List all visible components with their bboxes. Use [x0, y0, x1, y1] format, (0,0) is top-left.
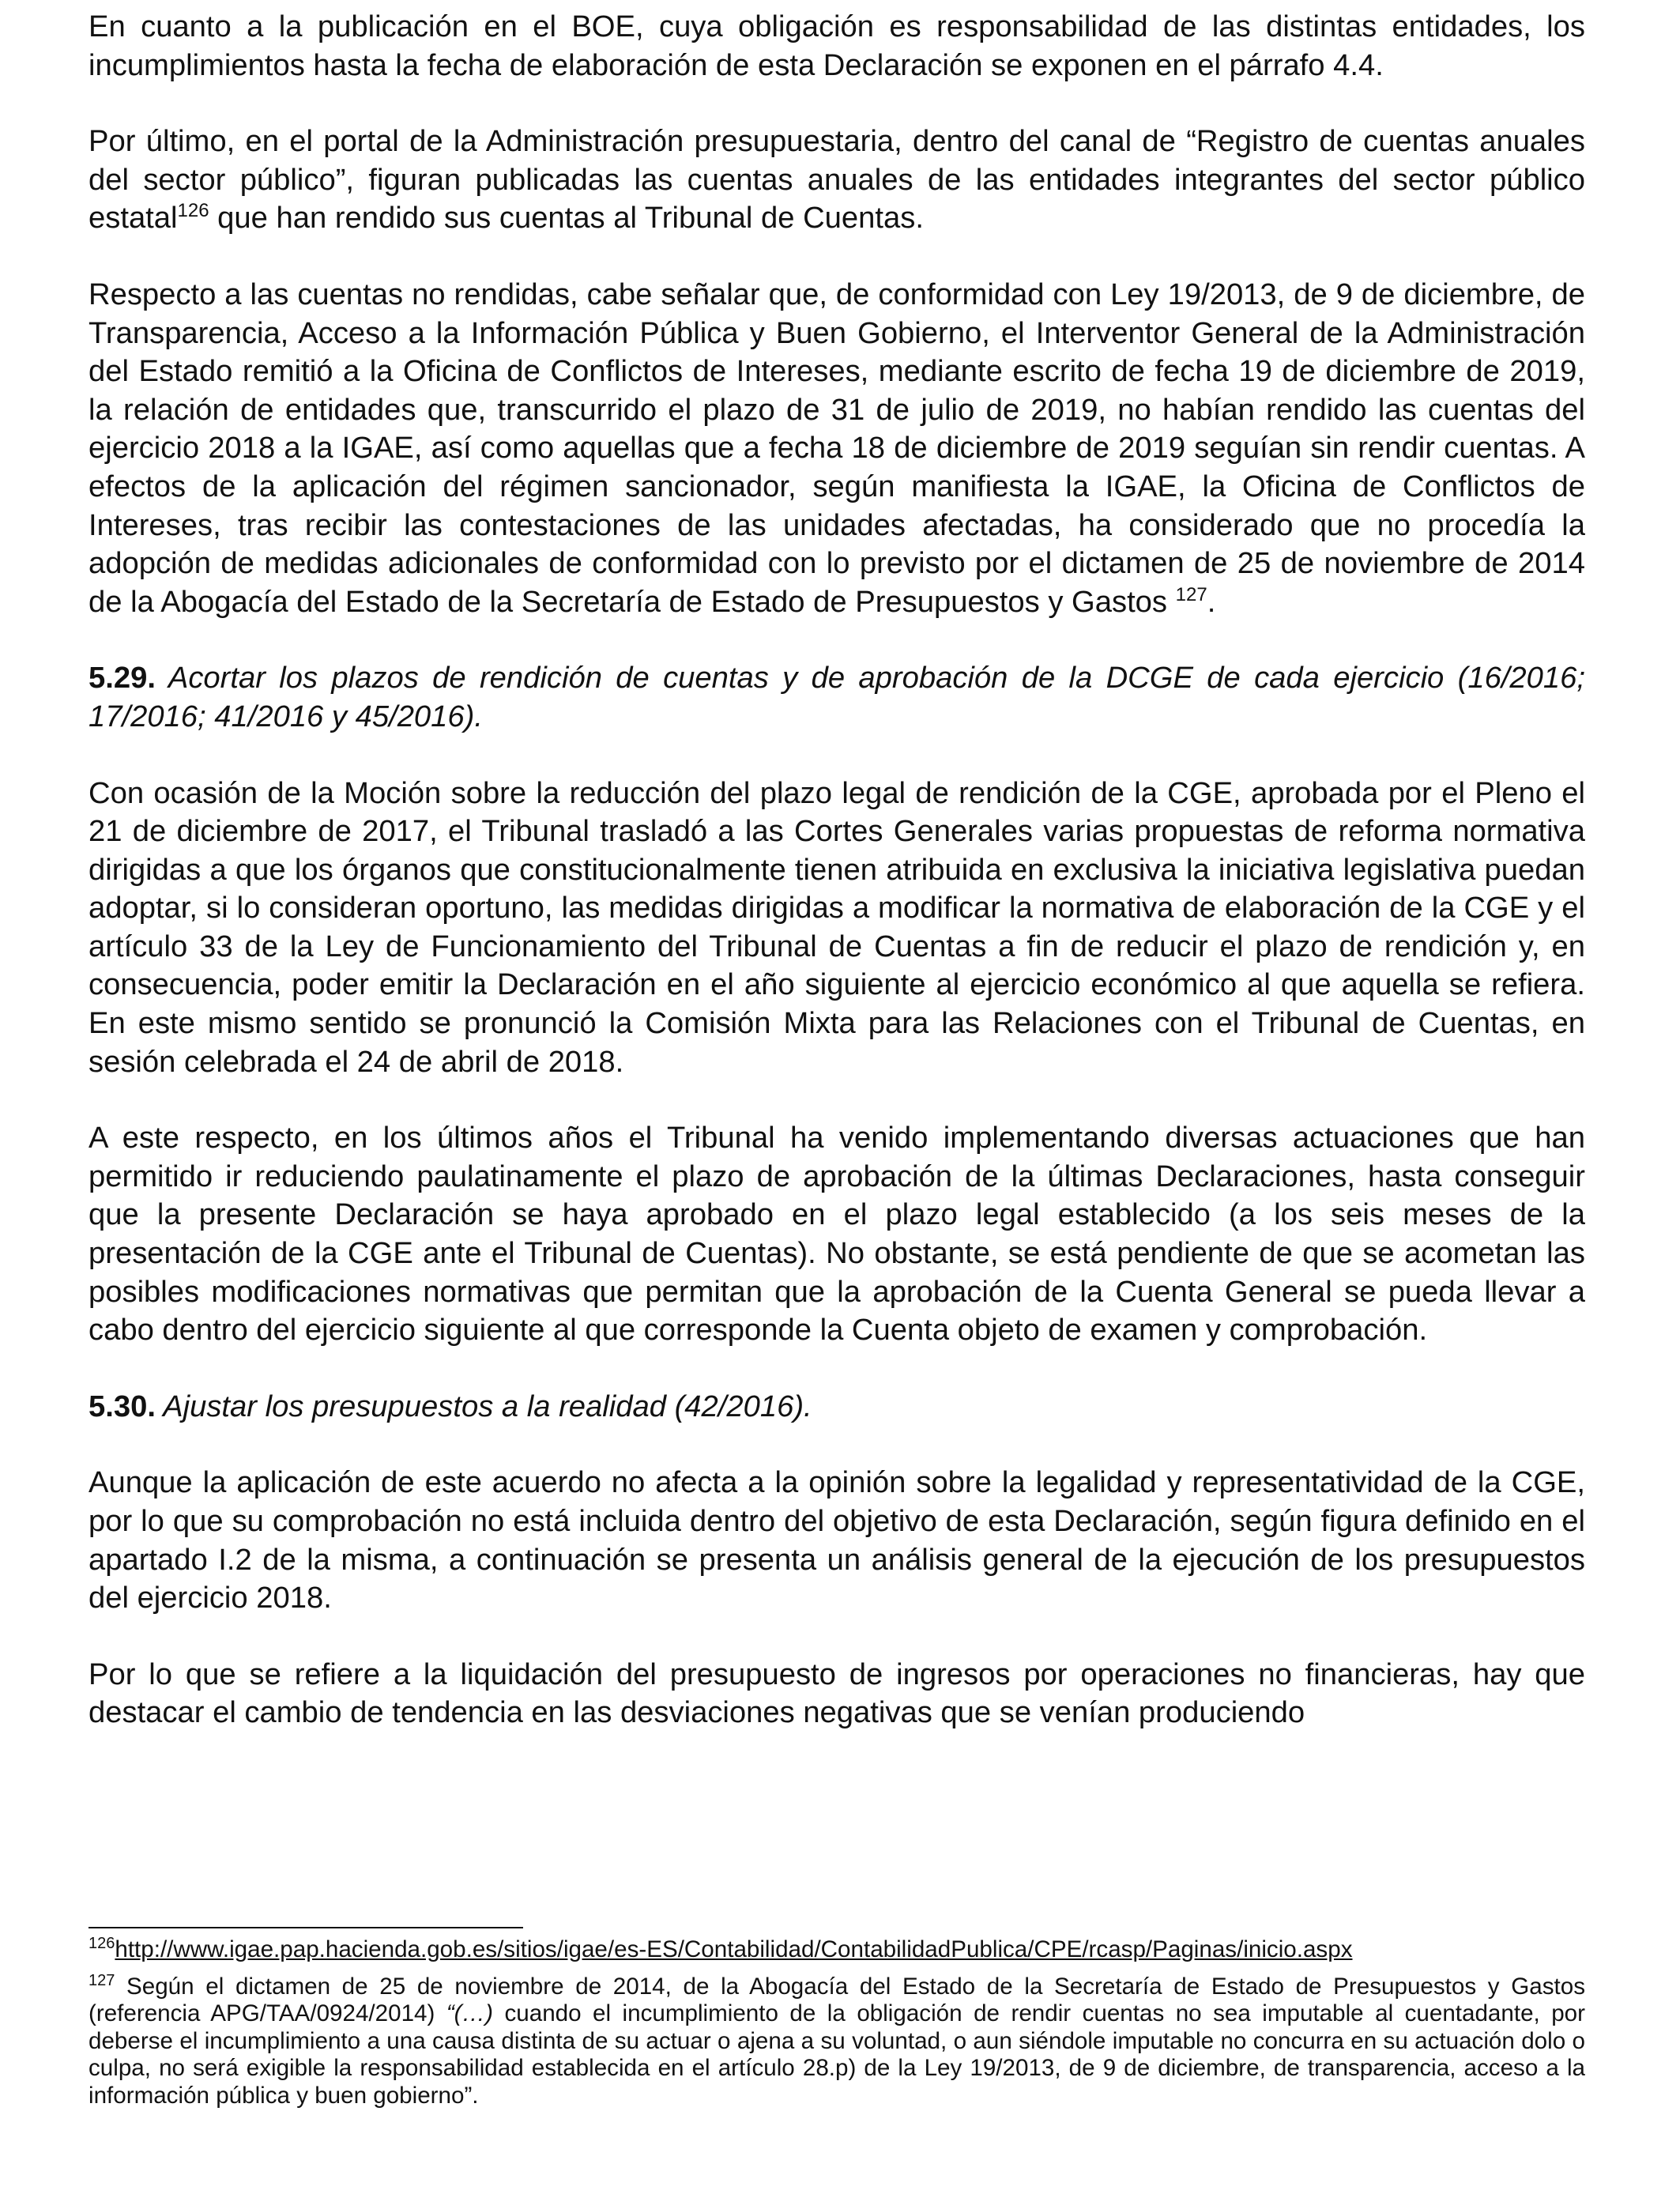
- paragraph-text: que han rendido sus cuentas al Tribunal de Cuentas.: [209, 201, 924, 236]
- paragraph-liquidacion: Por lo que se refiere a la liquidación del presupuesto de ingresos por operaciones no financieras, hay que destacar el cambio de tendencia en las desviaciones negativas que se venían produciendo: [89, 1657, 1585, 1730]
- section-number: 5.30.: [89, 1389, 156, 1423]
- document-body: [89, 8, 1585, 1770]
- footnote-number: 127: [89, 1971, 115, 1989]
- footnote-link[interactable]: http://www.igae.pap.hacienda.gob.es/sitios/igae/es-ES/Contabilidad/ContabilidadPublica/CPE/rcasp/Paginas/inicio.aspx: [115, 1936, 1353, 1962]
- paragraph-cuentas-no-rendidas: [89, 276, 1585, 621]
- section-title: Acortar los plazos de rendición de cuentas y de aprobación de la DCGE de cada ejercicio (16/2016; 17/2016; 41/2016 y 45/2016).: [89, 661, 1585, 733]
- footnote-number: 126: [89, 1935, 115, 1952]
- paragraph-aunque: Aunque la aplicación de este acuerdo no afecta a la opinión sobre la legalidad y representatividad de la CGE, por lo que su comprobación no está incluida dentro del objetivo de esta Declaración, según figura definido en el apartado I.2 de la misma, a continuación se presenta un análisis general de la ejecución de los presupuestos del ejercicio 2018.: [89, 1465, 1585, 1615]
- footnotes: [89, 1927, 1585, 2120]
- footnote-divider: [89, 1927, 523, 1928]
- footnote-126: [89, 1936, 1585, 1964]
- paragraph-boe-publication: En cuanto a la publicación en el BOE, cuya obligación es responsabilidad de las distintas entidades, los incumplimientos hasta la fecha de elaboración de esta Declaración se exponen en el párrafo 4.4.: [89, 9, 1585, 82]
- paragraph-text: Por último, en el portal de la Administración presupuestaria, dentro del canal de “Registro de cuentas anuales del sector público”, figuran publicadas las cuentas anuales de las entidades integrantes del sector público estatal: [89, 124, 1585, 236]
- paragraph-portal-registro: [89, 123, 1585, 238]
- footnote-ref-127[interactable]: 127: [1175, 583, 1207, 605]
- footnote-text: cuando el incumplimiento de la obligación de rendir cuentas no sea imputable al cuentadante, por deberse el incumplimiento a una causa distinta de su actuar o ajena a su voluntad, o aun siéndole imputable no concurra en su actuación dolo o culpa, no será exigible la responsabilidad establecida en el artículo 28.p) de la Ley 19/2013, de 9 de diciembre, de transparencia, acceso a la información pública y buen gobierno”.: [89, 2000, 1585, 2109]
- section-number: 5.29.: [89, 661, 156, 696]
- footnote-ref-126[interactable]: 126: [177, 200, 209, 222]
- footnote-quote-mark: “(…): [446, 2000, 493, 2027]
- footnote-127: [89, 1973, 1585, 2110]
- section-heading-5-30: [89, 1388, 1585, 1427]
- footnote-text: Según el dictamen de 25 de noviembre de 2014, de la Abogacía del Estado de la Secretaría de Estado de Presupuestos y Gastos (referencia APG/TAA/0924/2014): [89, 1973, 1585, 2027]
- paragraph-text: .: [1207, 584, 1216, 619]
- paragraph-text: Respecto a las cuentas no rendidas, cabe señalar que, de conformidad con Ley 19/2013, de 9 de diciembre, de Transparencia, Acceso a la Información Pública y Buen Gobierno, el Interventor General de la Administración del Estado remitió a la Oficina de Conflictos de Intereses, mediante escrito de fecha 19 de diciembre de 2019, la relación de entidades que, transcurrido el plazo de 31 de julio de 2019, no habían rendido las cuentas del ejercicio 2018 a la IGAE, así como aquellas que a fecha 18 de diciembre de 2019 seguían sin rendir cuentas. A efectos de la aplicación del régimen sancionador, según manifiesta la IGAE, la Oficina de Conflictos de Intereses, tras recibir las contestaciones de las unidades afectadas, ha considerado que no procedía la adopción de medidas adicionales de conformidad con lo previsto por el dictamen de 25 de noviembre de 2014 de la Abogacía del Estado de la Secretaría de Estado de Presupuestos y Gastos: [89, 277, 1585, 619]
- section-heading-5-29: [89, 659, 1585, 736]
- paragraph-mocion: Con ocasión de la Moción sobre la reducción del plazo legal de rendición de la CGE, aprobada por el Pleno el 21 de diciembre de 2017, el Tribunal trasladó a las Cortes Generales varias propuestas de reforma normativa dirigidas a que los órganos que constitucionalmente tienen atribuida en exclusiva la iniciativa legislativa puedan adoptar, si lo consideran oportuno, las medidas dirigidas a modificar la normativa de elaboración de la CGE y el artículo 33 de la Ley de Funcionamiento del Tribunal de Cuentas a fin de reducir el plazo de rendición y, en consecuencia, poder emitir la Declaración en el año siguiente al ejercicio económico al que aquella se refiera. En este mismo sentido se pronunció la Comisión Mixta para las Relaciones con el Tribunal de Cuentas, en sesión celebrada el 24 de abril de 2018.: [89, 775, 1585, 1079]
- section-title: Ajustar los presupuestos a la realidad (42/2016).: [155, 1389, 812, 1423]
- paragraph-a-este-respecto: A este respecto, en los últimos años el Tribunal ha venido implementando diversas actuaciones que han permitido ir reduciendo paulatinamente el plazo de aprobación de la últimas Declaraciones, hasta conseguir que la presente Declaración se haya aprobado en el plazo legal establecido (a los seis meses de la presentación de la CGE ante el Tribunal de Cuentas). No obstante, se está pendiente de que se acometan las posibles modificaciones normativas que permitan que la aprobación de la Cuenta General se pueda llevar a cabo dentro del ejercicio siguiente al que corresponde la Cuenta objeto de examen y comprobación.: [89, 1121, 1585, 1348]
